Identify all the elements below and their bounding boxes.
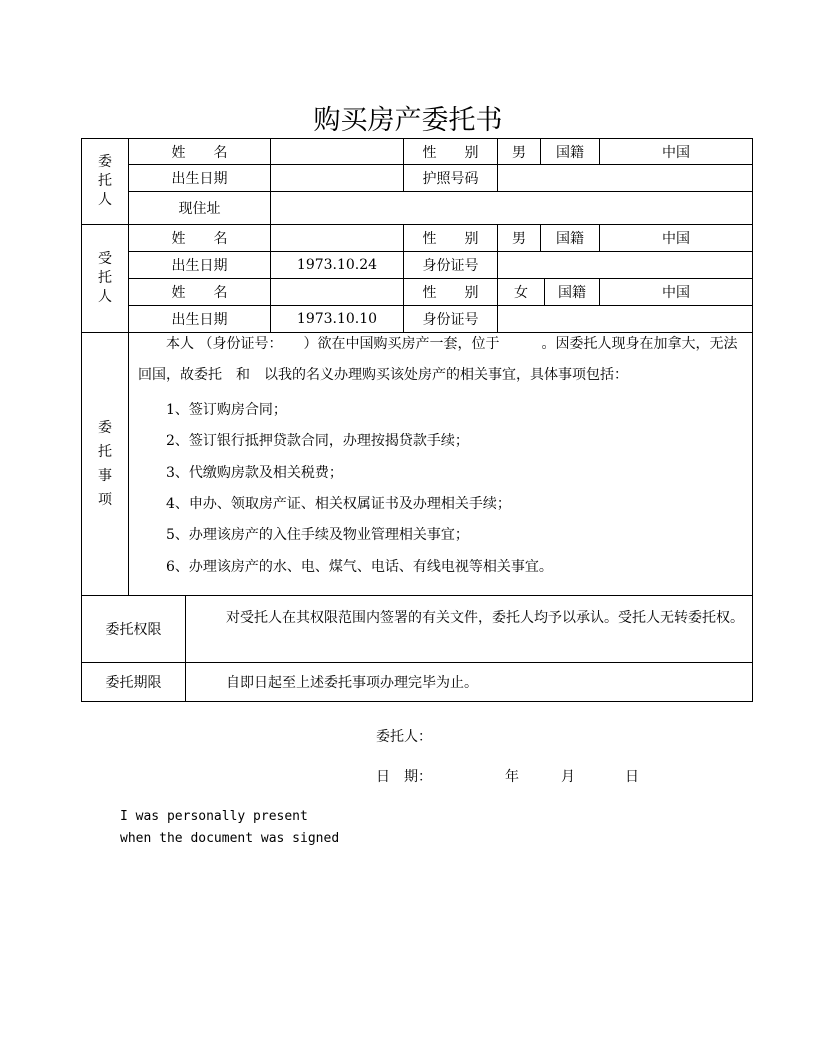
vertical-char: 委 (98, 420, 112, 436)
agent-gender-label: 性 别 (403, 278, 498, 306)
note-line-1: I was personally present (120, 809, 308, 824)
agent-dob-label: 出生日期 (128, 251, 271, 279)
matter-item: 3、代缴购房款及相关税费； (166, 464, 343, 481)
matter-item: 5、办理该房产的入住手续及物业管理相关事宜； (166, 527, 469, 544)
document-title: 购买房产委托书 (313, 105, 503, 136)
matter-item: 2、签订银行抵押贷款合同，办理按揭贷款手续； (166, 433, 469, 450)
agent-name-label: 姓 名 (128, 224, 271, 252)
principal-dob-label: 出生日期 (128, 164, 271, 192)
vertical-char: 受 (98, 251, 112, 267)
agent-name (270, 224, 404, 252)
vertical-char: 托 (98, 270, 112, 286)
vertical-char: 项 (98, 492, 112, 508)
principal-name-label: 姓 名 (128, 138, 271, 165)
principal-gender-label: 性 别 (403, 138, 498, 165)
principal-nationality-label: 国籍 (540, 138, 600, 165)
matters-intro: 本人 （身份证号： ）欲在中国购买房产一套，位于 。因委托人现身在加拿大，无法回国，故委托 和 以我的名义办理购买该处房产的相关事宜，具体事项包括： (138, 336, 738, 383)
agent-id-label: 身份证号 (403, 251, 498, 279)
principal-passport-label: 护照号码 (403, 164, 498, 192)
matter-item: 4、申办、领取房产证、相关权属证书及办理相关手续； (166, 495, 511, 512)
principal-passport (497, 164, 753, 192)
period-text: 自即日起至上述委托事项办理完毕为止。 (185, 662, 753, 702)
note-line-2: when the document was signed (120, 831, 340, 846)
matter-item: 1、签订购房合同； (166, 402, 287, 418)
vertical-char: 人 (98, 289, 112, 305)
principal-nationality: 中国 (599, 138, 753, 165)
principal-signature-label: 委托人： (376, 729, 432, 745)
principal-address-label: 现住址 (128, 191, 271, 225)
vertical-char: 委 (98, 154, 112, 170)
month-label: 月 (561, 769, 575, 785)
vertical-char: 托 (98, 173, 112, 189)
authority-text: 对受托人在其权限范围内签署的有关文件，委托人均予以承认。受托人无转委托权。 (226, 610, 744, 626)
agent-nationality: 中国 (599, 224, 753, 252)
principal-name (270, 138, 404, 165)
principal-section-label (81, 138, 129, 225)
agent-id (497, 251, 753, 279)
agent-gender-label: 性 别 (403, 224, 498, 252)
authority-label: 委托权限 (81, 595, 186, 663)
matter-item: 6、办理该房产的水、电、煤气、电话、有线电视等相关事宜。 (166, 558, 553, 575)
year-label: 年 (505, 769, 519, 785)
vertical-char: 事 (98, 468, 112, 484)
vertical-char: 托 (98, 444, 112, 460)
agent-dob-label: 出生日期 (128, 305, 271, 333)
matters-section-label (81, 332, 129, 596)
agent-section-label (81, 224, 129, 333)
principal-address (270, 191, 753, 225)
agent-name (270, 278, 404, 306)
principal-dob (270, 164, 404, 192)
agent-nationality-label: 国籍 (540, 224, 600, 252)
agent-dob: 1973.10.24 (270, 251, 404, 279)
agent-nationality-label: 国籍 (544, 278, 600, 306)
vertical-char: 人 (98, 192, 112, 208)
agent-nationality: 中国 (599, 278, 753, 306)
principal-gender: 男 (497, 138, 541, 165)
agent-dob: 1973.10.10 (270, 305, 404, 333)
period-label: 委托期限 (81, 662, 186, 702)
date-label: 日 期： (376, 769, 432, 785)
agent-gender: 女 (497, 278, 545, 306)
agent-gender: 男 (497, 224, 541, 252)
day-label: 日 (625, 769, 639, 785)
agent-name-label: 姓 名 (128, 278, 271, 306)
agent-id-label: 身份证号 (403, 305, 498, 333)
